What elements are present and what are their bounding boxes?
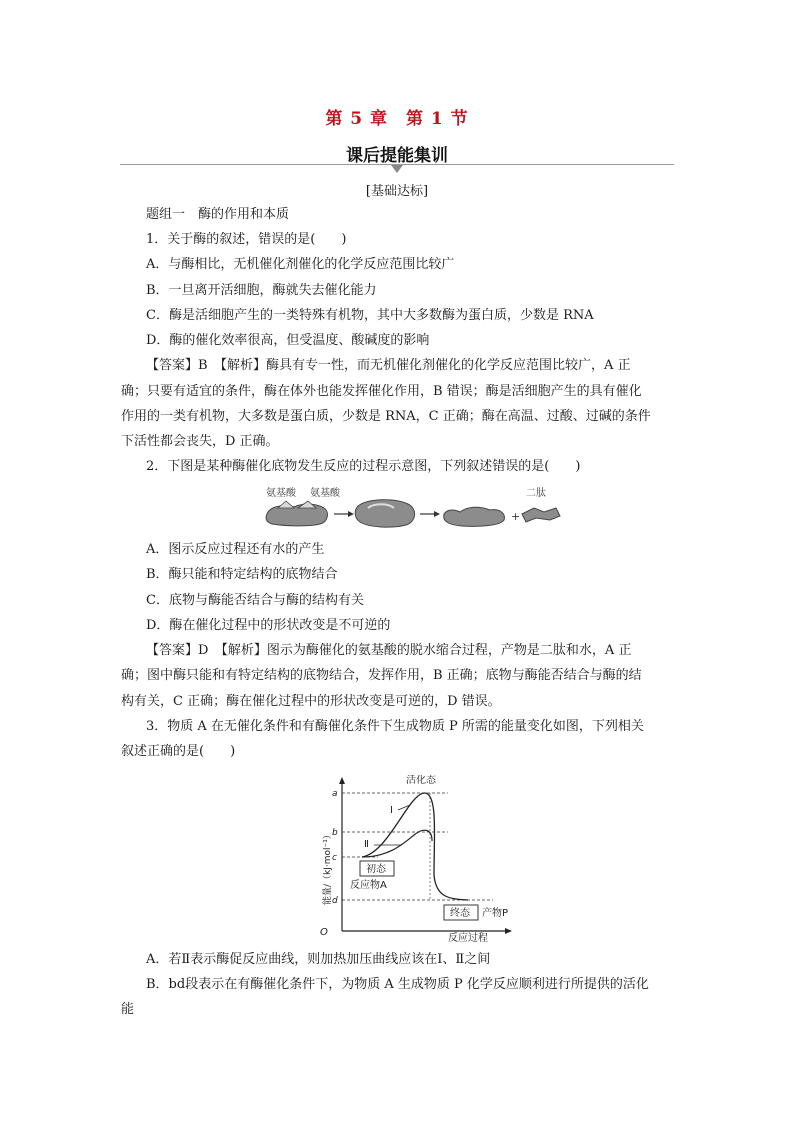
question-2-option-c: C．底物与酶能否结合与酶的结构有关 — [146, 593, 364, 608]
curve-2-label: Ⅱ — [364, 839, 369, 850]
section-heading: [基础达标] — [365, 184, 429, 199]
question-1-option-a: A．与酶相比，无机催化剂催化的化学反应范围比较广 — [146, 257, 455, 272]
question-3-stem-line-1: 3．物质 A 在无催化条件和有酶催化条件下生成物质 P 所需的能量变化如图，下列相关 — [146, 719, 644, 734]
substrate-shape-1 — [278, 501, 294, 508]
activated-state-label: 活化态 — [406, 775, 436, 786]
y-axis-arrow-icon — [339, 777, 345, 784]
product-label: 产物P — [482, 908, 509, 919]
x-axis-arrow-icon — [505, 928, 512, 934]
question-3-stem-line-2: 叙述正确的是( ) — [121, 744, 236, 759]
reactant-label: 反应物A — [350, 880, 387, 891]
page-subtitle: 课后提能集训 — [346, 146, 448, 166]
question-1-answer-line-4: 下活性都会丧失，D 正确。 — [121, 434, 279, 449]
final-state-label: 终态 — [450, 908, 470, 919]
chapter-title: 第 5 章 第 1 节 — [325, 109, 469, 129]
question-2-answer-line-2: 确；图中酶只能和有特定结构的底物结合，发挥作用，B 正确；底物与酶能否结合与酶的结 — [121, 668, 642, 683]
tick-b: b — [332, 828, 338, 838]
enzyme-stage-3-shape — [444, 507, 505, 526]
question-1-option-d: D．酶的催化效率很高，但受温度、酸碱度的影响 — [146, 333, 430, 348]
question-1-option-b: B．一旦离开活细胞，酶就失去催化能力 — [146, 283, 377, 298]
amino-acid-label-1: 氨基酸 — [266, 488, 296, 499]
enzyme-process-figure — [264, 484, 564, 530]
dipeptide-shape — [522, 508, 560, 522]
question-2-option-b: B．酶只能和特定结构的底物结合 — [146, 567, 338, 582]
initial-state-label: 初态 — [366, 864, 386, 875]
question-2-answer-line-3: 构有关，C 正确；酶在催化过程中的形状改变是可逆的，D 错误。 — [121, 694, 501, 709]
question-2-answer-line-1: 【答案】D 【解析】图示为酶催化的氨基酸的脱水缩合过程，产物是二肽和水，A 正 — [146, 643, 632, 658]
curve-1-label: Ⅰ — [390, 805, 393, 816]
question-1-answer-line-1: 【答案】B 【解析】酶具有专一性，而无机催化剂催化的化学反应范围比较广，A 正 — [146, 358, 631, 373]
enzyme-stage-1-shape — [266, 504, 327, 526]
tick-c: c — [332, 853, 337, 863]
y-axis-label: 能量/（kJ·mol⁻¹） — [323, 830, 333, 905]
question-1-stem: 1．关于酶的叙述，错误的是( ) — [146, 232, 347, 247]
x-axis-label: 反应过程 — [448, 933, 488, 943]
amino-acid-label-2: 氨基酸 — [310, 488, 340, 499]
arrow-1-head-icon — [348, 511, 354, 517]
question-1-option-c: C．酶是活细胞产生的一类特殊有机物，其中大多数酶为蛋白质，少数是 RNA — [146, 308, 594, 323]
tick-d: d — [332, 896, 338, 906]
tick-a: a — [332, 789, 338, 799]
arrow-2-head-icon — [434, 511, 440, 517]
group-heading: 题组一 酶的作用和本质 — [146, 207, 290, 222]
question-3-option-b-cont: 能 — [121, 1002, 135, 1017]
question-1-answer-line-3: 作用的一类有机物，大多数是蛋白质，少数是 RNA，C 正确；酶在高温、过酸、过碱的条件 — [121, 409, 651, 424]
origin-label: O — [320, 927, 328, 938]
question-2-option-d: D．酶在催化过程中的形状改变是不可逆的 — [146, 618, 391, 633]
plus-sign: + — [511, 510, 521, 523]
question-3-option-b: B．bd段表示在有酶催化条件下，为物质 A 生成物质 P 化学反应顺利进行所提供的活化 — [146, 977, 649, 992]
divider-triangle-icon — [391, 165, 403, 173]
energy-diagram — [318, 775, 518, 943]
question-2-stem: 2．下图是某种酶催化底物发生反应的过程示意图，下列叙述错误的是( ) — [146, 459, 581, 474]
question-1-answer-line-2: 确；只要有适宜的条件，酶在体外也能发挥催化作用，B 错误；酶是活细胞产生的具有催化 — [121, 384, 642, 399]
question-2-option-a: A．图示反应过程还有水的产生 — [146, 542, 325, 557]
dipeptide-label: 二肽 — [526, 488, 546, 499]
question-3-option-a: A．若Ⅱ表示酶促反应曲线，则加热加压曲线应该在Ⅰ、Ⅱ之间 — [146, 952, 491, 967]
